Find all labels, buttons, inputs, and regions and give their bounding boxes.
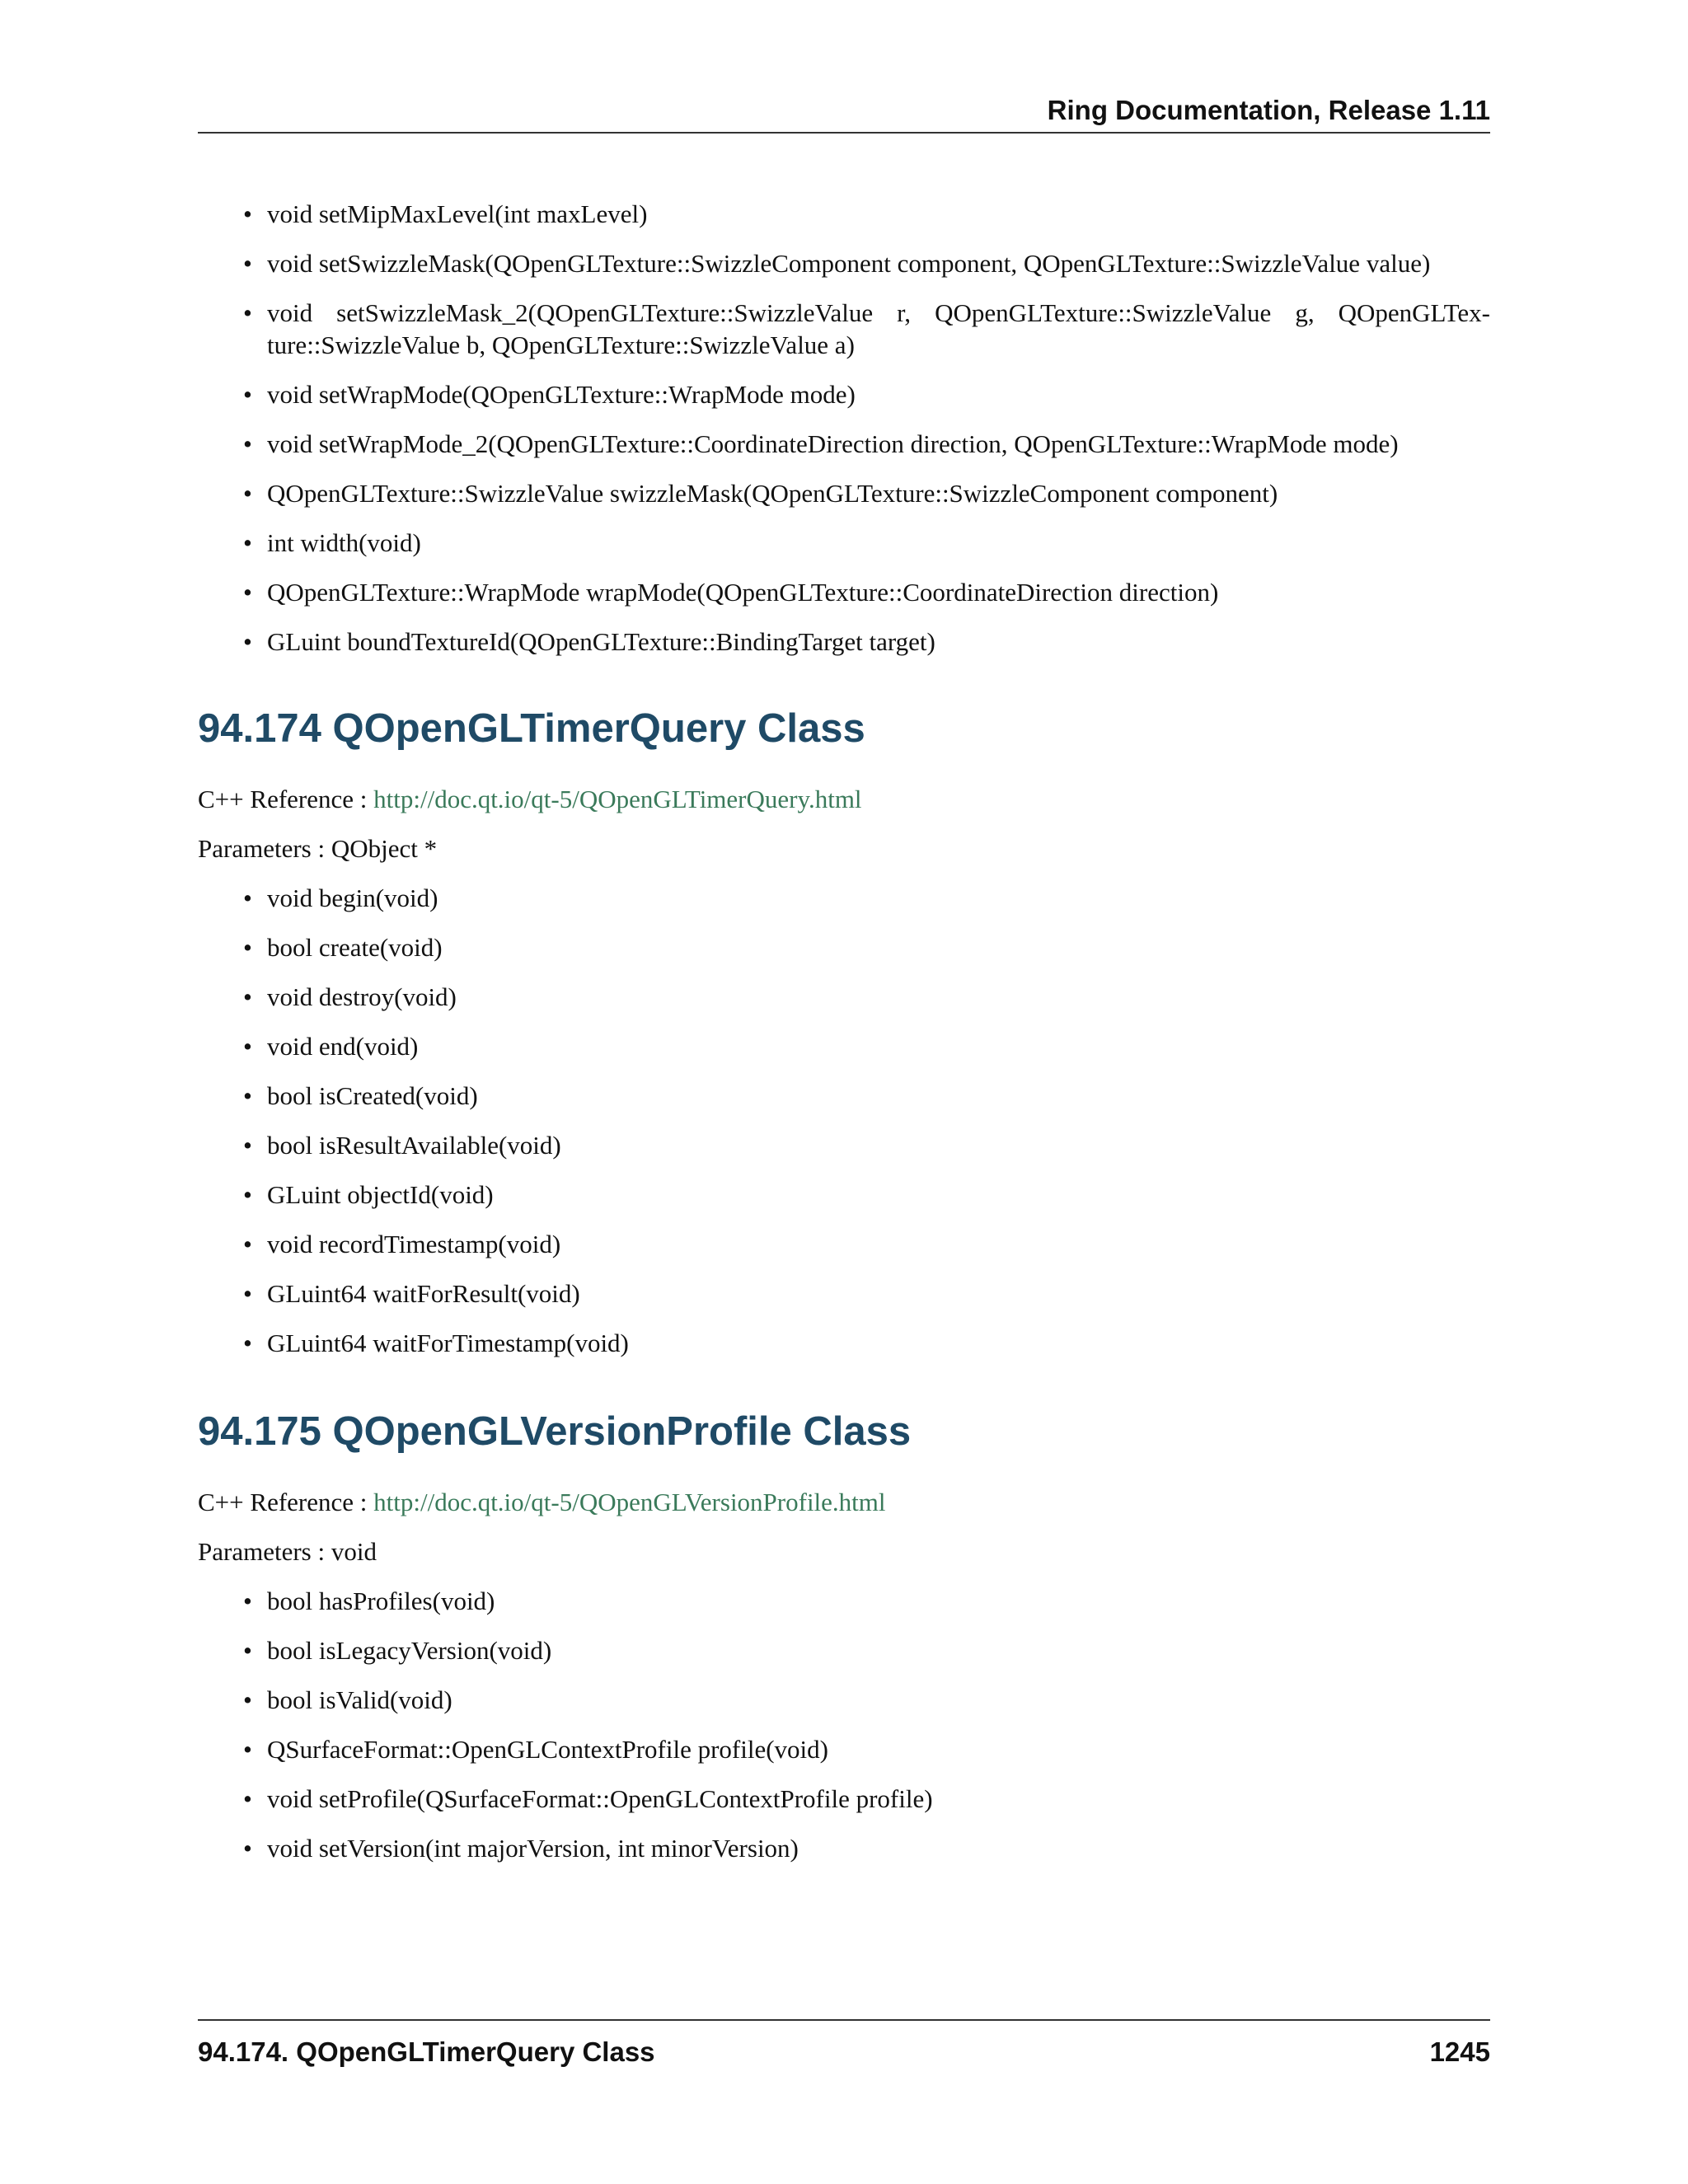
list-item: • bool isValid(void)	[198, 1684, 1490, 1716]
page-content	[198, 198, 1490, 1882]
list-item: • GLuint boundTextureId(QOpenGLTexture::BindingTarget target)	[198, 626, 1490, 658]
page-number: 1245	[1429, 2036, 1490, 2067]
section-title: 94.174 QOpenGLTimerQuery Class	[198, 706, 865, 751]
cpp-reference	[198, 1486, 1490, 1518]
list-item: • void end(void)	[198, 1030, 1490, 1062]
list-item: • void setWrapMode_2(QOpenGLTexture::CoordinateDirection direction, QOpenGLTexture::WrapMode mode)	[198, 428, 1490, 460]
parameters: Parameters : QObject *	[198, 834, 438, 863]
list-item: • void setVersion(int majorVersion, int minorVersion)	[198, 1832, 1490, 1864]
list-item: • bool create(void)	[198, 931, 1490, 963]
list-item: • GLuint objectId(void)	[198, 1179, 1490, 1211]
reference-label: C++ Reference :	[198, 1488, 374, 1516]
intro-method-list	[198, 198, 1490, 658]
reference-link[interactable]: http://doc.qt.io/qt-5/QOpenGLVersionProfile.html	[373, 1488, 886, 1516]
list-item: • GLuint64 waitForTimestamp(void)	[198, 1327, 1490, 1359]
list-item: • QOpenGLTexture::SwizzleValue swizzleMask(QOpenGLTexture::SwizzleComponent component)	[198, 477, 1490, 509]
footer-section-label: 94.174. QOpenGLTimerQuery Class	[198, 2036, 655, 2067]
method-list	[198, 1585, 1490, 1864]
section-qopengltimerquery	[198, 704, 1490, 1359]
section-title: 94.175 QOpenGLVersionProfile Class	[198, 1409, 912, 1454]
method-list	[198, 882, 1490, 1359]
list-item: • bool isLegacyVersion(void)	[198, 1634, 1490, 1666]
page-header	[198, 89, 1490, 134]
list-item: • void begin(void)	[198, 882, 1490, 914]
page-footer	[198, 2019, 1490, 2067]
list-item: • bool isCreated(void)	[198, 1080, 1490, 1112]
list-item: • QSurfaceFormat::OpenGLContextProfile profile(void)	[198, 1733, 1490, 1765]
list-item: • void setSwizzleMask(QOpenGLTexture::SwizzleComponent component, QOpenGLTexture::SwizzleValue value)	[198, 247, 1490, 279]
list-item: • void setProfile(QSurfaceFormat::OpenGLContextProfile profile)	[198, 1783, 1490, 1815]
list-item: • int width(void)	[198, 527, 1490, 559]
running-title: Ring Documentation, Release 1.11	[1047, 95, 1490, 125]
reference-link[interactable]: http://doc.qt.io/qt-5/QOpenGLTimerQuery.html	[373, 785, 862, 813]
list-item: • void setMipMaxLevel(int maxLevel)	[198, 198, 1490, 230]
list-item: • void setSwizzleMask_2(QOpenGLTexture::SwizzleValue r, QOpenGLTexture::SwizzleValue g, QOpenGLTex- ture::SwizzleValue b, QOpenGLTexture::SwizzleValue a)	[198, 297, 1490, 361]
list-item: • QOpenGLTexture::WrapMode wrapMode(QOpenGLTexture::CoordinateDirection direction)	[198, 576, 1490, 608]
parameters: Parameters : void	[198, 1537, 377, 1566]
list-item: • GLuint64 waitForResult(void)	[198, 1277, 1490, 1310]
list-item: • void recordTimestamp(void)	[198, 1228, 1490, 1260]
section-qopenglversionprofile	[198, 1407, 1490, 1864]
reference-label: C++ Reference :	[198, 785, 374, 813]
list-item: • void destroy(void)	[198, 981, 1490, 1013]
cpp-reference	[198, 783, 1490, 815]
list-item: • bool isResultAvailable(void)	[198, 1129, 1490, 1161]
list-item: • void setWrapMode(QOpenGLTexture::WrapMode mode)	[198, 378, 1490, 410]
list-item: • bool hasProfiles(void)	[198, 1585, 1490, 1617]
